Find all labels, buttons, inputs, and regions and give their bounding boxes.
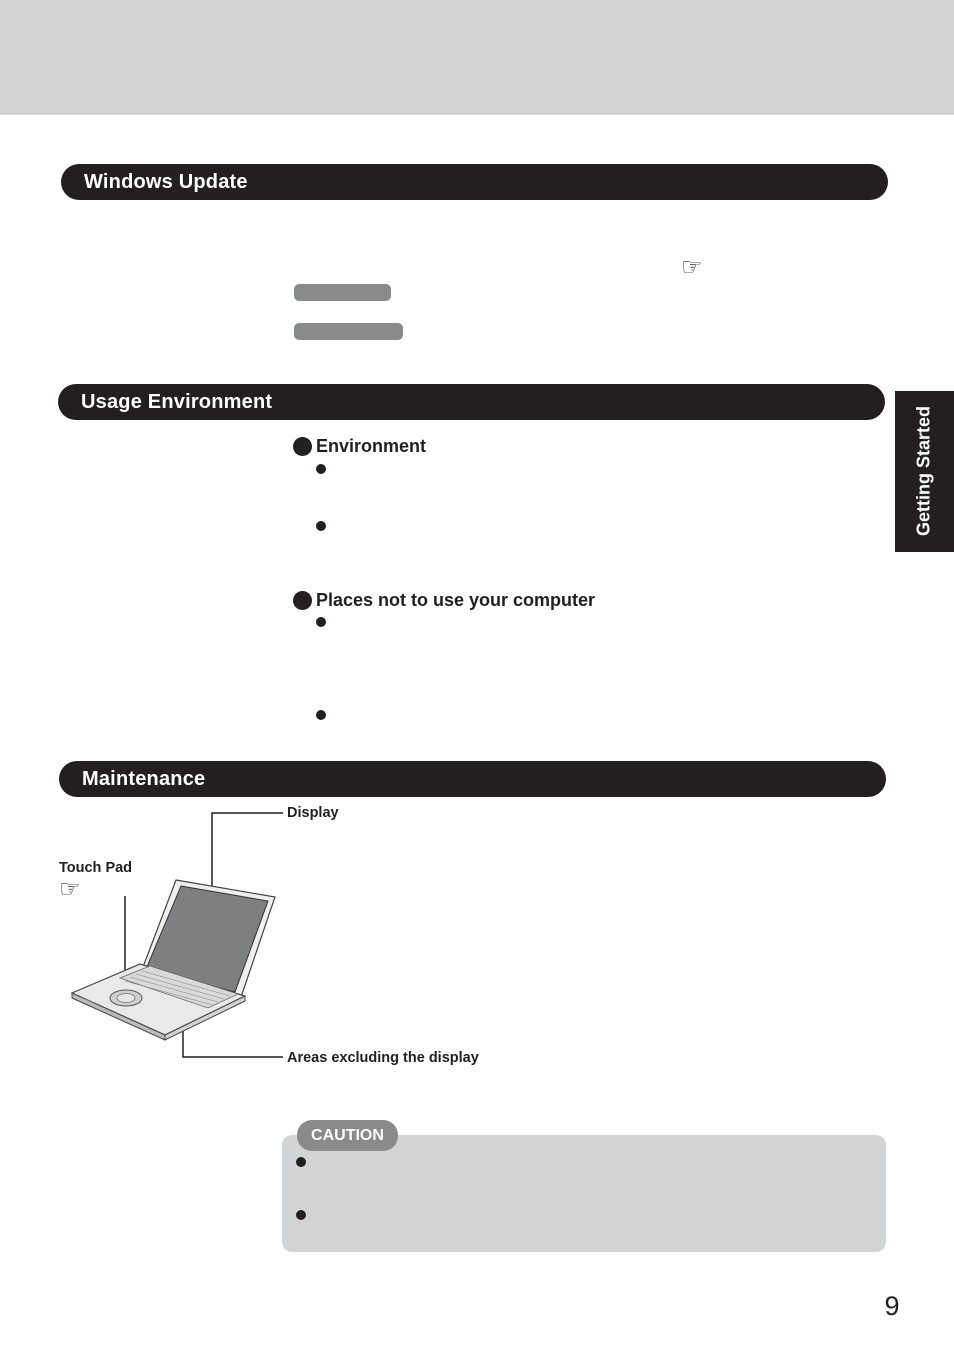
header-band <box>0 0 954 115</box>
bullet-dot-icon <box>316 521 326 531</box>
bullet-dot-icon <box>296 1210 306 1220</box>
key-label-pill <box>294 323 403 340</box>
bullet-dot-icon <box>293 591 312 610</box>
bullet-dot-icon <box>293 437 312 456</box>
callout-areas-excluding-display: Areas excluding the display <box>287 1050 479 1066</box>
side-tab-getting-started[interactable] <box>895 391 954 552</box>
caution-label: CAUTION <box>297 1120 398 1151</box>
section-header-usage-environment: Usage Environment <box>58 384 885 420</box>
bullet-dot-icon <box>316 710 326 720</box>
side-tab-label: Getting Started <box>913 405 934 537</box>
callout-display: Display <box>287 805 339 821</box>
bullet-dot-icon <box>316 617 326 627</box>
pointing-hand-icon: ☞ <box>59 875 81 903</box>
section-header-windows-update: Windows Update <box>61 164 888 200</box>
bullet-dot-icon <box>296 1157 306 1167</box>
section-header-maintenance: Maintenance <box>59 761 886 797</box>
bullet-dot-icon <box>316 464 326 474</box>
laptop-illustration <box>55 800 295 1070</box>
caution-box <box>282 1135 886 1252</box>
page-number: 9 <box>884 1291 900 1321</box>
key-label-pill <box>294 284 391 301</box>
places-heading: Places not to use your computer <box>316 590 596 610</box>
callout-touch-pad: Touch Pad <box>59 860 133 876</box>
environment-heading: Environment <box>316 436 427 456</box>
pointing-hand-icon: ☞ <box>681 253 703 281</box>
